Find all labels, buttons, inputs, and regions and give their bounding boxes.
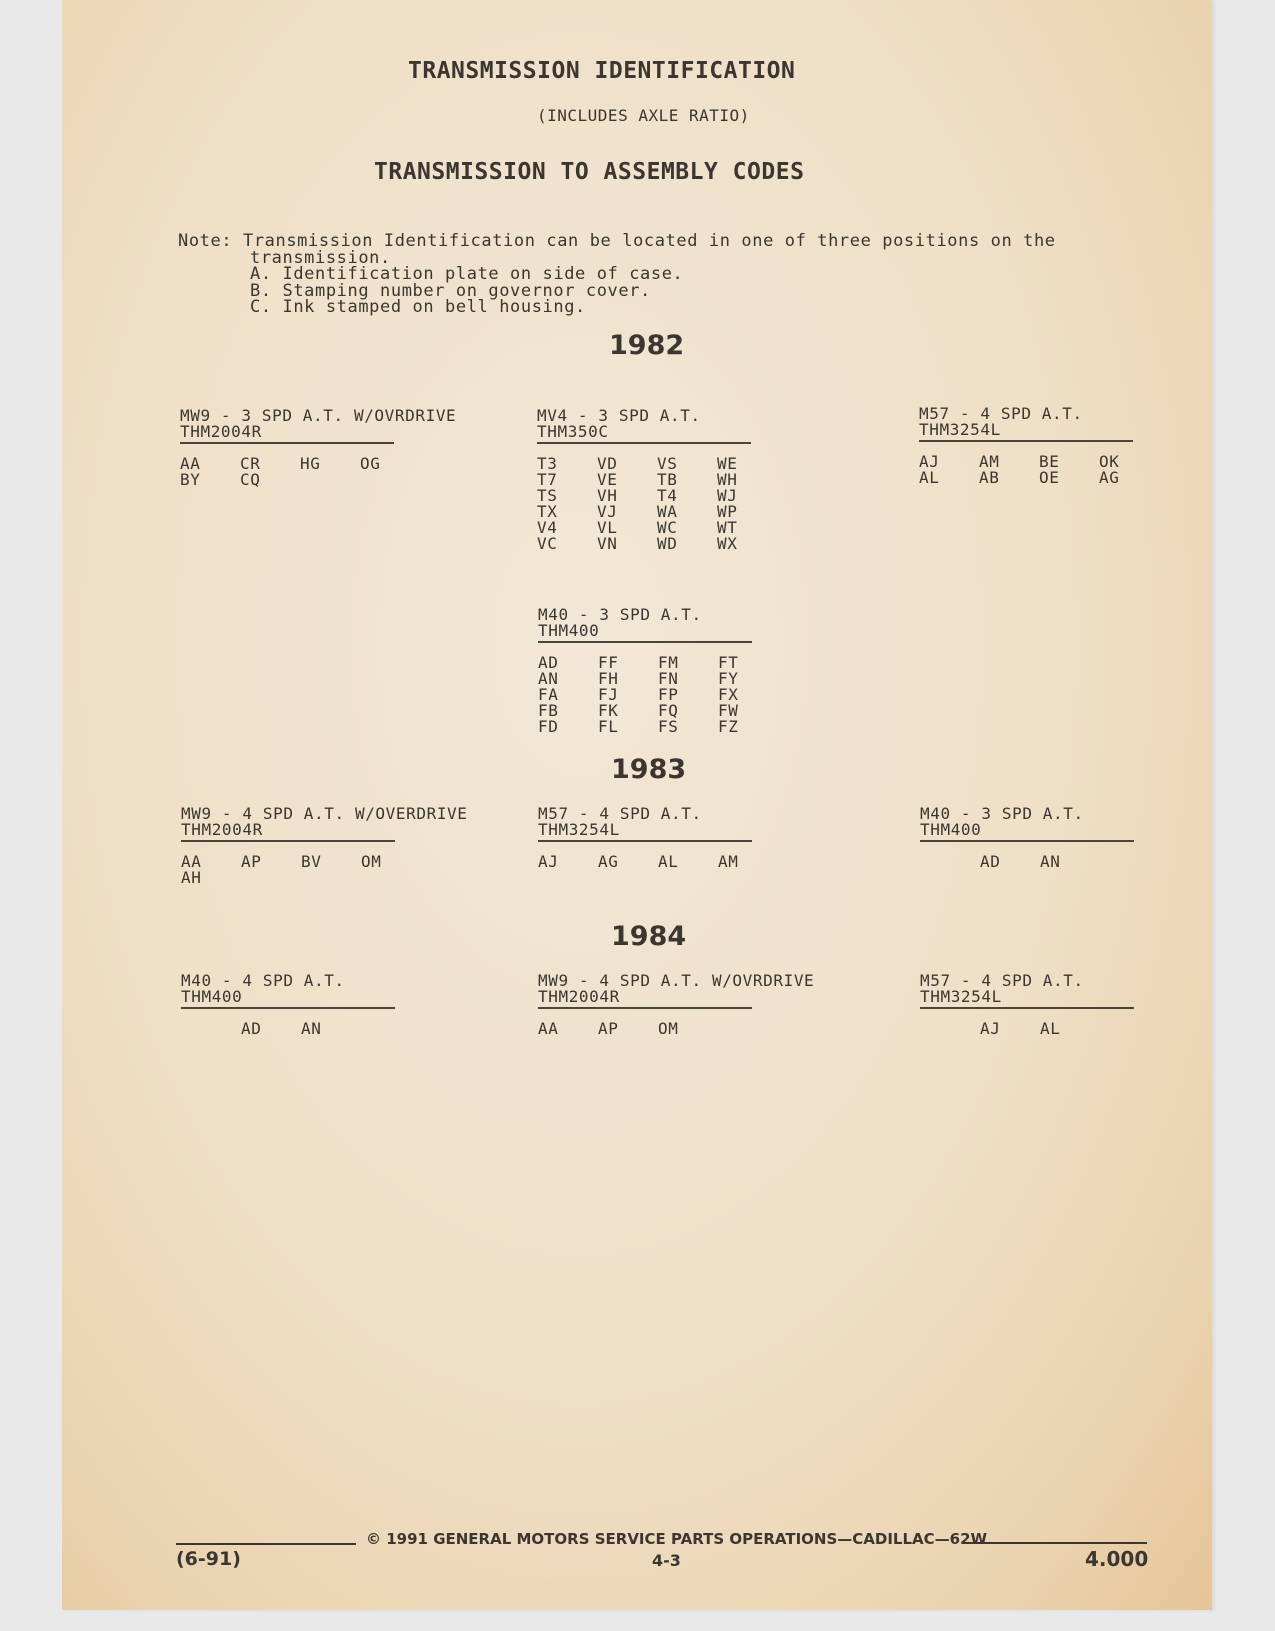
page-title: TRANSMISSION IDENTIFICATION	[408, 58, 796, 84]
assembly-code: AA	[181, 852, 202, 871]
assembly-code: AL	[1040, 1019, 1061, 1038]
block-model-line: M57 - 4 SPD A.T.	[920, 971, 1084, 990]
block-transmission-line: THM2004R	[180, 422, 262, 441]
block-transmission-line: THM2004R	[538, 987, 620, 1006]
note-item-a: A. Identification plate on side of case.	[250, 264, 684, 284]
assembly-code: AL	[919, 468, 940, 487]
footer-section-number: 4.000	[1085, 1547, 1149, 1571]
assembly-code: HG	[300, 454, 321, 473]
block-transmission-line: THM3254L	[920, 987, 1002, 1006]
assembly-code	[920, 1021, 980, 1037]
block-underline	[538, 840, 752, 842]
block-underline	[919, 440, 1133, 442]
assembly-code: WA	[657, 502, 678, 521]
assembly-code: VS	[657, 454, 678, 473]
assembly-code: FS	[658, 717, 679, 736]
code-grid	[180, 456, 394, 488]
page-subtitle: (INCLUDES AXLE RATIO)	[537, 106, 750, 125]
block-model-line: MV4 - 3 SPD A.T.	[537, 406, 701, 425]
assembly-code: FZ	[718, 717, 739, 736]
assembly-code: OM	[361, 852, 382, 871]
assembly-code: FN	[658, 669, 679, 688]
block-transmission-line: THM3254L	[538, 820, 620, 839]
assembly-code: BE	[1039, 452, 1060, 471]
block-model-line: MW9 - 4 SPD A.T. W/OVERDRIVE	[181, 804, 468, 823]
assembly-code: AM	[979, 452, 1000, 471]
block-1982-mw9	[180, 406, 457, 489]
year-heading-1982: 1982	[609, 330, 685, 361]
block-1982-m40	[538, 607, 752, 735]
year-heading-1984: 1984	[611, 921, 687, 952]
assembly-code: FD	[538, 717, 559, 736]
footer-date: (6-91)	[176, 1548, 241, 1570]
assembly-code: AJ	[919, 452, 940, 471]
assembly-code: AH	[181, 868, 202, 887]
assembly-code: T3	[537, 454, 558, 473]
block-transmission-line: THM350C	[537, 422, 609, 441]
block-1982-m57	[919, 406, 1133, 486]
assembly-code: FP	[658, 685, 679, 704]
block-underline	[180, 442, 394, 444]
assembly-code	[920, 854, 980, 870]
note-item-b: B. Stamping number on governor cover.	[250, 281, 651, 301]
block-transmission-line: THM400	[181, 987, 243, 1006]
block-model-line: M57 - 4 SPD A.T.	[919, 404, 1083, 423]
assembly-code: OE	[1039, 468, 1060, 487]
assembly-code: V4	[537, 518, 558, 537]
assembly-code: VE	[597, 470, 618, 489]
assembly-code: VL	[597, 518, 618, 537]
assembly-code: BV	[301, 852, 322, 871]
assembly-code: T7	[537, 470, 558, 489]
assembly-code: WX	[717, 534, 738, 553]
assembly-code: AP	[598, 1019, 619, 1038]
assembly-code: FF	[598, 653, 619, 672]
assembly-code	[181, 1021, 241, 1037]
block-model-line: M40 - 3 SPD A.T.	[920, 804, 1084, 823]
assembly-code: AB	[979, 468, 1000, 487]
assembly-code: FM	[658, 653, 679, 672]
assembly-code: AA	[180, 454, 201, 473]
assembly-code: BY	[180, 470, 201, 489]
block-underline	[538, 641, 752, 643]
assembly-code: WT	[717, 518, 738, 537]
footer-copyright: © 1991 GENERAL MOTORS SERVICE PARTS OPERATIONS—CADILLAC—62W	[366, 1530, 988, 1548]
block-1984-mw9	[538, 971, 815, 1038]
footer-rule-left	[176, 1543, 356, 1545]
assembly-code: TS	[537, 486, 558, 505]
assembly-code: AM	[718, 852, 739, 871]
block-1983-m40	[920, 806, 1134, 870]
assembly-code: OG	[360, 454, 381, 473]
section-heading: TRANSMISSION TO ASSEMBLY CODES	[374, 159, 805, 185]
code-grid	[920, 854, 1134, 870]
assembly-code: WC	[657, 518, 678, 537]
code-grid	[537, 456, 751, 552]
block-underline	[920, 1007, 1134, 1009]
assembly-code: FB	[538, 701, 559, 720]
assembly-code: AP	[241, 852, 262, 871]
assembly-code: CR	[240, 454, 261, 473]
assembly-code: FH	[598, 669, 619, 688]
code-grid	[920, 1021, 1134, 1037]
assembly-code: AN	[1040, 852, 1061, 871]
assembly-code: AL	[658, 852, 679, 871]
block-underline	[181, 1007, 395, 1009]
block-1982-mv4	[537, 408, 751, 552]
block-underline	[537, 442, 751, 444]
footer-rule-right	[966, 1542, 1147, 1544]
assembly-code: WE	[717, 454, 738, 473]
assembly-code: AD	[538, 653, 559, 672]
block-transmission-line: THM400	[538, 621, 600, 640]
block-underline	[920, 840, 1134, 842]
block-transmission-line: THM400	[920, 820, 982, 839]
block-transmission-line: THM2004R	[181, 820, 263, 839]
assembly-code: AD	[980, 852, 1001, 871]
assembly-code: FX	[718, 685, 739, 704]
year-heading-1983: 1983	[611, 754, 687, 785]
block-model-line: MW9 - 3 SPD A.T. W/OVRDRIVE	[180, 406, 457, 425]
assembly-code: FW	[718, 701, 739, 720]
code-grid	[538, 1021, 752, 1037]
assembly-code: AA	[538, 1019, 559, 1038]
note-intro-cont: transmission.	[250, 248, 391, 268]
assembly-code: FQ	[658, 701, 679, 720]
note-intro: Note: Transmission Identification can be located in one of three positions on the	[178, 231, 1056, 251]
block-1984-m40	[181, 973, 395, 1037]
assembly-code: VC	[537, 534, 558, 553]
code-grid	[181, 854, 395, 886]
block-1983-m57	[538, 806, 752, 870]
code-grid	[538, 655, 752, 735]
assembly-code: TX	[537, 502, 558, 521]
assembly-code: AN	[538, 669, 559, 688]
block-model-line: M40 - 3 SPD A.T.	[538, 605, 702, 624]
assembly-code: FJ	[598, 685, 619, 704]
assembly-code: VN	[597, 534, 618, 553]
code-grid	[538, 854, 752, 870]
note-item-c: C. Ink stamped on bell housing.	[250, 297, 586, 317]
block-1983-mw9	[181, 804, 468, 887]
block-underline	[181, 840, 395, 842]
assembly-code: WH	[717, 470, 738, 489]
assembly-code: WP	[717, 502, 738, 521]
assembly-code: FL	[598, 717, 619, 736]
code-grid	[919, 454, 1133, 486]
assembly-code: VJ	[597, 502, 618, 521]
block-model-line: M57 - 4 SPD A.T.	[538, 804, 702, 823]
assembly-code: WJ	[717, 486, 738, 505]
assembly-code: VH	[597, 486, 618, 505]
block-1984-m57	[920, 973, 1134, 1037]
assembly-code: FT	[718, 653, 739, 672]
block-model-line: MW9 - 4 SPD A.T. W/OVRDRIVE	[538, 971, 815, 990]
assembly-code: AJ	[538, 852, 559, 871]
assembly-code: OK	[1099, 452, 1120, 471]
block-underline	[538, 1007, 752, 1009]
assembly-code: FA	[538, 685, 559, 704]
assembly-code: OM	[658, 1019, 679, 1038]
block-model-line: M40 - 4 SPD A.T.	[181, 971, 345, 990]
assembly-code: VD	[597, 454, 618, 473]
assembly-code: T4	[657, 486, 678, 505]
assembly-code: AG	[598, 852, 619, 871]
assembly-code: FY	[718, 669, 739, 688]
block-transmission-line: THM3254L	[919, 420, 1001, 439]
assembly-code: CQ	[240, 470, 261, 489]
code-grid	[181, 1021, 395, 1037]
assembly-code: TB	[657, 470, 678, 489]
assembly-code: AJ	[980, 1019, 1001, 1038]
assembly-code: FK	[598, 701, 619, 720]
footer-page-number: 4-3	[652, 1551, 681, 1570]
assembly-code: WD	[657, 534, 678, 553]
assembly-code: AG	[1099, 468, 1120, 487]
assembly-code: AD	[241, 1019, 262, 1038]
assembly-code: AN	[301, 1019, 322, 1038]
